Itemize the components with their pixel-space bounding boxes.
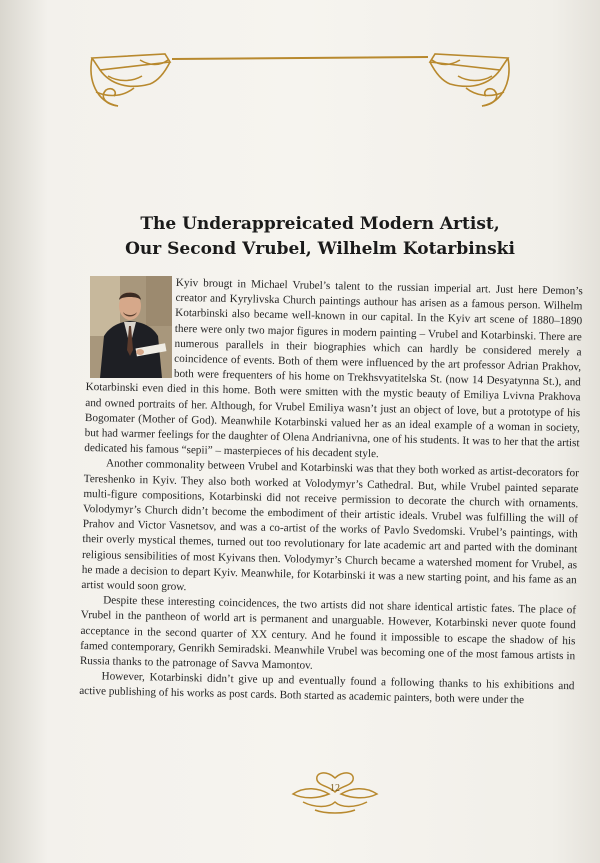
portrait-photo	[90, 276, 172, 378]
title-line-2: Our Second Vrubel, Wilhelm Kotarbinski	[125, 239, 515, 259]
title-line-1: The Underappreicated Modern Artist,	[140, 214, 500, 234]
top-ornament-icon	[0, 40, 600, 120]
paragraph-2: Another commonality between Vrubel and Kotarbinski was that they both worked as artist-decorators for Tereshenko in Kyiv. They also both worked at Volodymyr’s Cathedral. But, while Vrubel painted separate multi-figure compositions, Kotarbinski did not receive permission to decorate the church with ornaments. Volodymyr’s Church didn’t become the embodiment of their artistic ideals. Vrubel was fulfilling the will of Prahov and Victor Vasnetsov, and was a co-artist of the works of Pavlo Svedomski. Vrubel’s paintings, with their overly mystical themes, turned out too revolutionary for late academic art and parted with the dominant religious sensibilities of most Kyivans then. Volodymyr’s Church became a watershed moment for Vrubel, as he made a decision to depart Kyiv. Meanwhile, for Kotarbinski it was a new starting point, and his fame as an artist would soon grow.	[81, 457, 580, 594]
page-number: 12	[330, 783, 340, 794]
paragraph-4: However, Kotarbinski didn’t give up and eventually found a following thanks to his exhibitions and active publishing of his works as post cards. Both started as academic painters, both were under the	[79, 670, 575, 707]
paragraph-3: Despite these interesting coincidences, the two artists did not share identical artistic fates. The place of Vrubel in the pantheon of world art is permanent and unarguable. However, Kotarbinski never quote found acceptance in the second quarter of XX century. And he found it impossible to escape the shadow of his famed contemporary, Genrikh Semiradski. Meanwhile Vrubel was becoming one of the most famous artists in Russia thanks to the patronage of Savva Mamontov.	[79, 594, 577, 672]
article-title	[0, 212, 600, 262]
paragraph-1: Kyiv brougt in Michael Vrubel’s talent to the russian imperial art. Just here Demon’s creator and Kyrylivska Church paintings authour has arisen as a famous person. Wilhelm Kotarbinski also became well-known in our capital. In the Kyiv art scene of 1880–1890 there were only two major figures in modern painting – Vrubel and Kotarbinski. There are numerous parallels in their biographies which can hardly be considered merely a coincidence of events. Both of them were influenced by the art professor Adrian Prakhov, both were frequenters of his home on Trekhsvyatitelska St. (now 14 Desyatynna St.), and Kotarbinski even died in this home. Both were smitten with the mystic beauty of Emiliya Lvivna Prakhova and owned portraits of her. Although, for Vrubel Emiliya wasn’t just an object of love, but a prototype of his Bogomater (Mother of God). Meanwhile Kotarbinski valued her as an ideal example of a woman in society, but had warmer feelings for the daughter of Olena Andrianivna, one of his students. It was to her that the artist dedicated his famous “sepii” – masterpieces of his decadent style.	[84, 276, 583, 461]
